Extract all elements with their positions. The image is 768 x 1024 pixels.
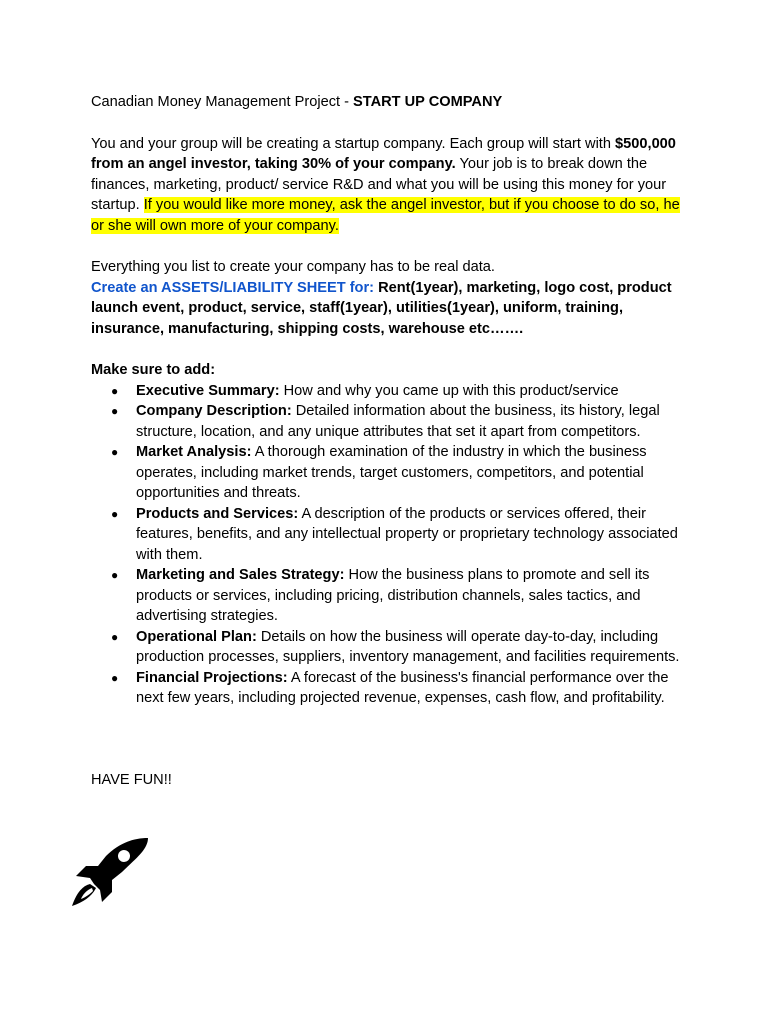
section-description: A thorough examination of the industry in which the business operates, including market trends, target customers, competitors, and potential opportunities and threats. xyxy=(136,444,647,501)
assets-paragraph xyxy=(91,278,691,340)
list-item xyxy=(91,381,691,402)
list-item xyxy=(91,504,691,566)
intro-part2: Your job is to break down the finances, marketing, product/ service R&D and what you will be using this money for your startup. xyxy=(91,156,667,213)
list-item xyxy=(91,627,691,668)
section-term: Financial Projections: xyxy=(136,669,288,686)
section-description: A description of the products or services offered, their features, benefits, and any intellectual property or proprietary technology associated with them. xyxy=(136,505,678,563)
section-term: Company Description: xyxy=(136,403,292,419)
list-item xyxy=(91,565,691,627)
section-term: Products and Services: xyxy=(136,505,299,522)
bullet-icon: ● xyxy=(111,506,119,521)
intro-part1: You and your group will be creating a startup company. Each group will start with xyxy=(91,135,616,152)
section-term: Executive Summary: xyxy=(136,382,280,399)
bullet-icon: ● xyxy=(111,445,119,459)
bullet-icon: ● xyxy=(111,568,119,582)
title-emphasis: START UP COMPANY xyxy=(353,94,503,110)
bullet-icon: ● xyxy=(111,629,119,644)
section-description: A forecast of the business's financial performance over the next few years, including projected revenue, expenses, cash flow, and profitability. xyxy=(136,669,669,706)
section-description: Detailed information about the business, its history, legal structure, location, and any unique attributes that set it apart from competitors. xyxy=(136,403,660,440)
section-description: How the business plans to promote and sell its products or services, including pricing, distribution channels, sales tactics, and advertising strategies. xyxy=(136,567,650,624)
sections-list xyxy=(91,381,691,709)
section-term: Marketing and Sales Strategy: xyxy=(136,567,345,583)
document-title xyxy=(91,92,691,113)
section-term: Market Analysis: xyxy=(136,444,252,460)
intro-highlighted: If you would like more money, ask the angel investor, but if you choose to do so, he or she will own more of your company. xyxy=(91,197,680,234)
list-item xyxy=(91,442,691,504)
section-description: How and why you came up with this product/service xyxy=(279,382,619,399)
intro-bold: $500,000 from an angel investor, taking 30% of your company. xyxy=(91,135,676,172)
bullet-icon: ● xyxy=(111,404,119,418)
document-page xyxy=(91,92,691,790)
assets-items: Rent(1year), marketing, logo cost, product launch event, product, service, staff(1year), utilities(1year), uniform, training, insurance, manufacturing, shipping costs, warehouse etc……. xyxy=(91,279,672,337)
closing-text: HAVE FUN!! xyxy=(91,771,172,788)
rocket-icon xyxy=(70,836,150,908)
bullet-icon: ● xyxy=(111,383,119,398)
list-item xyxy=(91,401,691,442)
bullet-icon: ● xyxy=(111,670,119,685)
real-data-note: Everything you list to create your company has to be real data. xyxy=(91,259,495,275)
section-description: Details on how the business will operate day-to-day, including production processes, suppliers, inventory management, and facilities requirements. xyxy=(136,628,680,665)
list-item xyxy=(91,668,691,709)
assets-label: Create an ASSETS/LIABILITY SHEET for: xyxy=(91,279,375,296)
make-sure-heading: Make sure to add: xyxy=(91,362,216,378)
section-term: Operational Plan: xyxy=(136,628,257,645)
intro-paragraph xyxy=(91,134,691,237)
title-prefix: Canadian Money Management Project - xyxy=(91,94,354,110)
